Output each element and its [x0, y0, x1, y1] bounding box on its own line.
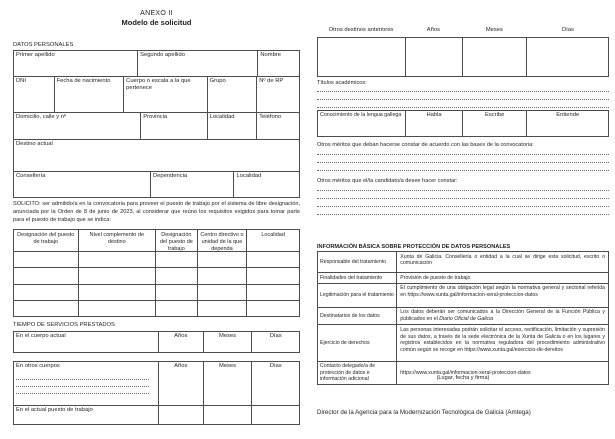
dotted-line[interactable] — [317, 100, 609, 108]
puesto-empty-row — [14, 251, 299, 267]
dias-label: Días — [562, 27, 574, 33]
field-nombre[interactable] — [257, 51, 299, 76]
form-subtitle: Modelo de solicitud — [121, 18, 192, 27]
titulos-academicos-lines — [317, 84, 609, 108]
dotted-line[interactable] — [16, 373, 149, 380]
dotted-line[interactable] — [16, 380, 149, 387]
puesto-cell[interactable] — [155, 252, 197, 267]
field-otros-destinos-meses[interactable] — [462, 38, 527, 76]
field-num-rp[interactable] — [256, 77, 299, 112]
field-grupo[interactable] — [207, 77, 257, 112]
proteccion-row-label: Responsable del tratamiento — [320, 258, 387, 265]
dotted-line[interactable] — [317, 183, 609, 191]
field-actual-puesto[interactable] — [14, 406, 158, 424]
dotted-line[interactable] — [317, 163, 609, 171]
puesto-cell[interactable] — [197, 301, 247, 316]
dependencia-label: Dependencia — [152, 173, 188, 179]
puesto-header-row — [14, 230, 299, 251]
director-line: Director de la Agencia para la Modernización Tecnológica de Galicia (Amtega) — [317, 409, 531, 416]
field-cuerpo-actual-dias[interactable] — [251, 332, 299, 352]
escribe-label: Escribe — [484, 112, 505, 118]
cuerpo-escala-label: Cuerpo o escala a la que pertenece — [126, 78, 191, 92]
segundo-apellido-label: Segundo apellido — [140, 52, 185, 58]
localidad-label: Localidad — [209, 114, 235, 120]
field-otros-cuerpos[interactable] — [14, 362, 158, 405]
dotted-line[interactable] — [317, 155, 609, 163]
actual-puesto-label: En el actual puesto de trabajo — [16, 407, 93, 413]
proteccion-row-label: Finalidades del tratamiento — [320, 274, 383, 281]
proteccion-row-value: Provisión de puesto de trabajo — [396, 273, 608, 283]
puesto-empty-row — [14, 284, 299, 300]
table-row — [14, 76, 299, 112]
field-otros-cuerpos-dias[interactable] — [251, 362, 299, 405]
dotted-line[interactable] — [317, 191, 609, 199]
puesto-empty-row — [14, 267, 299, 283]
proteccion-datos-table — [317, 251, 609, 385]
table-row — [14, 51, 299, 76]
puesto-cell[interactable] — [78, 285, 156, 300]
proteccion-datos-heading: INFORMACIÓN BÁSICA SOBRE PROTECCIÓN DE DATOS PERSONALES — [317, 244, 511, 250]
field-dni[interactable] — [14, 77, 54, 112]
solicito-paragraph: SOLICITO: ser admitido/a en la convocatoria para proveer el puesto de trabajo por el sistema de libre designación, anunciada por la Orden de 8 de junio de 2023, al considerar que reúno los requisitos exigidos para tomar parte para el puesto de trabajo que se indica: — [13, 201, 300, 223]
proteccion-row-value-text: Los datos deberán ser comunicados a la Dirección General de la Función Pública y publicados en el — [400, 309, 605, 322]
field-habla[interactable] — [405, 111, 462, 136]
puesto-header-centro: Centro directivo o unidad de la que dependa — [197, 230, 247, 251]
num-rp-label: Nº de RP — [259, 78, 284, 84]
proteccion-row-label: Legitimación para el tratamiento — [320, 292, 394, 298]
proteccion-row-value: El cumplimiento de una obligación legal según la normativa general y sectorial referida en https://www.xunta.gal/informacion-xeral-proteccion-datos — [396, 284, 608, 307]
puesto-cell[interactable] — [155, 268, 197, 283]
field-cuerpo-escala[interactable] — [123, 77, 207, 112]
otros-destinos-header-row — [317, 27, 609, 33]
meritos-candidato-label: Otros méritos que el/la candidato/a desee hacer constar: — [317, 178, 458, 184]
otros-destinos-table — [317, 37, 609, 77]
puesto-cell[interactable] — [246, 285, 299, 300]
datos-personales-table — [13, 50, 300, 198]
field-otros-cuerpos-anos[interactable] — [158, 362, 203, 405]
tiempo-servicios-heading: TIEMPO DE SERVICIOS PRESTADOS — [13, 322, 115, 328]
domicilio-label: Domicilio, calle y nº — [16, 114, 67, 120]
field-otros-destinos-anos[interactable] — [405, 38, 462, 76]
field-actual-puesto-meses[interactable] — [203, 406, 252, 424]
field-cuerpo-actual[interactable] — [14, 332, 158, 352]
puesto-trabajo-table — [13, 229, 300, 317]
telefono-label: Teléfono — [259, 114, 282, 120]
meses-label: Meses — [218, 363, 237, 369]
puesto-cell[interactable] — [78, 268, 156, 283]
entiende-label: Entiende — [556, 112, 580, 118]
grupo-label: Grupo — [209, 78, 226, 84]
field-dependencia[interactable] — [150, 172, 234, 197]
puesto-cell[interactable] — [197, 285, 247, 300]
table-row — [14, 139, 299, 171]
field-localidad-conselleria[interactable] — [233, 172, 299, 197]
form-title: ANEXO II — [140, 10, 173, 17]
dotted-line[interactable] — [317, 84, 609, 92]
lugar-fecha-firma-note: (Lugar, fecha y firma) — [436, 375, 490, 381]
field-destino-actual[interactable] — [14, 140, 299, 171]
right-column — [317, 0, 609, 439]
proteccion-row-value: https://www.xunta.gal/informacion-xeral-proteccion-datos — [396, 362, 608, 384]
fecha-nacimiento-label: Fecha de nacimiento — [56, 78, 111, 84]
titulos-academicos-label: Títulos académicos: — [317, 80, 367, 86]
table-row — [318, 38, 608, 76]
dias-label: Días — [269, 333, 282, 339]
field-segundo-apellido[interactable] — [137, 51, 257, 76]
otros-destinos-label: Otros destinos anteriores — [328, 27, 394, 33]
table-row — [318, 283, 608, 307]
title-block — [13, 10, 300, 27]
field-cuerpo-actual-anos[interactable] — [158, 332, 203, 352]
field-actual-puesto-dias[interactable] — [251, 406, 299, 424]
dotted-line[interactable] — [16, 387, 149, 394]
field-otros-destinos-dias[interactable] — [526, 38, 608, 76]
meritos-convocatoria-label: Otros méritos que deban hacerse constar de acuerdo con las bases de la convocatoria: — [317, 142, 534, 148]
puesto-header-designacion: Designación del puesto de trabajo — [17, 232, 75, 245]
puesto-header-localidad: Localidad — [246, 230, 299, 251]
primer-apellido-label: Primer apellido — [16, 52, 55, 58]
field-primer-apellido[interactable] — [14, 51, 137, 76]
habla-label: Habla — [426, 112, 442, 118]
tiempo-otros-cuerpos-table — [13, 361, 300, 425]
table-row — [14, 112, 299, 139]
puesto-cell[interactable] — [197, 268, 247, 283]
puesto-cell[interactable] — [14, 285, 78, 300]
table-row — [14, 171, 299, 197]
table-row — [318, 252, 608, 272]
field-otros-destinos[interactable] — [318, 38, 405, 76]
field-telefono[interactable] — [256, 113, 299, 139]
cuerpo-actual-label: En el cuerpo actual — [16, 333, 66, 339]
provincia-label: Provincia — [143, 114, 168, 120]
puesto-cell[interactable] — [14, 301, 78, 316]
table-row — [318, 324, 608, 361]
proteccion-row-value — [396, 308, 608, 325]
proteccion-row-value: Las personas interesadas podrán solicitar el acceso, rectificación, limitación y supresión de sus datos, a través de la sede electrónica de la Xunta de Galicia o en los lugares y registros establecidos en la normativa reguladora del procedimiento administrativo común según se recoge en https://www.xunta.gal/exercicio-de-dereitos — [396, 325, 608, 361]
puesto-cell[interactable] — [246, 252, 299, 267]
field-cuerpo-actual-meses[interactable] — [203, 332, 252, 352]
puesto-cell[interactable] — [14, 268, 78, 283]
puesto-cell[interactable] — [155, 285, 197, 300]
anos-label: Años — [426, 27, 440, 33]
anos-label: Años — [174, 363, 188, 369]
table-row — [14, 362, 299, 405]
field-provincia[interactable] — [140, 113, 206, 139]
field-domicilio[interactable] — [14, 113, 140, 139]
field-entiende[interactable] — [526, 111, 608, 136]
puesto-cell[interactable] — [246, 268, 299, 283]
proteccion-row-label: Contacto delegado/a de protección de datos e información adicional — [320, 363, 376, 383]
conselleria-label: Consellería — [16, 173, 46, 179]
dotted-line[interactable] — [317, 207, 609, 215]
table-row — [14, 405, 299, 424]
table-row — [318, 111, 608, 136]
field-otros-cuerpos-meses[interactable] — [203, 362, 252, 405]
table-row — [318, 307, 608, 325]
puesto-cell[interactable] — [78, 301, 156, 316]
puesto-empty-row — [14, 300, 299, 316]
meritos-convocatoria-lines — [317, 147, 609, 171]
meritos-candidato-lines — [317, 183, 609, 215]
proteccion-row-label: Destinatarios de los datos — [320, 312, 380, 319]
anos-label: Años — [174, 333, 188, 339]
dias-label: Días — [269, 363, 282, 369]
field-fecha-nacimiento[interactable] — [54, 77, 124, 112]
meses-label: Meses — [218, 333, 237, 339]
dotted-line[interactable] — [317, 199, 609, 207]
puesto-cell[interactable] — [14, 252, 78, 267]
proteccion-row-value-italic: Diario Oficial de Galicia — [439, 316, 494, 322]
meses-label: Meses — [485, 27, 503, 33]
lengua-gallega-table — [317, 110, 609, 137]
left-column — [13, 0, 300, 439]
table-row — [14, 332, 299, 352]
proteccion-row-label: Ejercicio de derechos — [320, 340, 370, 346]
table-row — [318, 272, 608, 283]
puesto-header-nivel: Nivel complemento de destino — [78, 230, 156, 251]
field-actual-puesto-anos[interactable] — [158, 406, 203, 424]
datos-personales-heading: DATOS PERSONALES — [13, 42, 74, 48]
otros-cuerpos-label: En otros cuerpos — [16, 363, 60, 369]
field-escribe[interactable] — [462, 111, 527, 136]
localidad2-label: Localidad — [236, 173, 262, 179]
nombre-label: Nombre — [260, 52, 281, 58]
dni-label: DNI — [16, 78, 26, 84]
field-localidad[interactable] — [207, 113, 257, 139]
puesto-cell[interactable] — [78, 252, 156, 267]
field-lengua-gallega[interactable] — [318, 111, 405, 136]
dotted-line[interactable] — [317, 147, 609, 155]
dotted-line[interactable] — [317, 92, 609, 100]
puesto-cell[interactable] — [155, 301, 197, 316]
field-conselleria[interactable] — [14, 172, 150, 197]
puesto-cell[interactable] — [197, 252, 247, 267]
destino-actual-label: Destino actual — [16, 141, 53, 147]
puesto-cell[interactable] — [246, 301, 299, 316]
lengua-gallega-label: Conocimiento de la lengua gallega — [320, 112, 402, 118]
puesto-header-designacion2: Designación del puesto de trabajo — [155, 230, 197, 251]
tiempo-cuerpo-actual-table — [13, 331, 300, 353]
proteccion-row-value: Xunta de Galicia. Consellería o entidad a la cual se dirige esta solicitud, escrito o comunicación — [396, 252, 608, 272]
